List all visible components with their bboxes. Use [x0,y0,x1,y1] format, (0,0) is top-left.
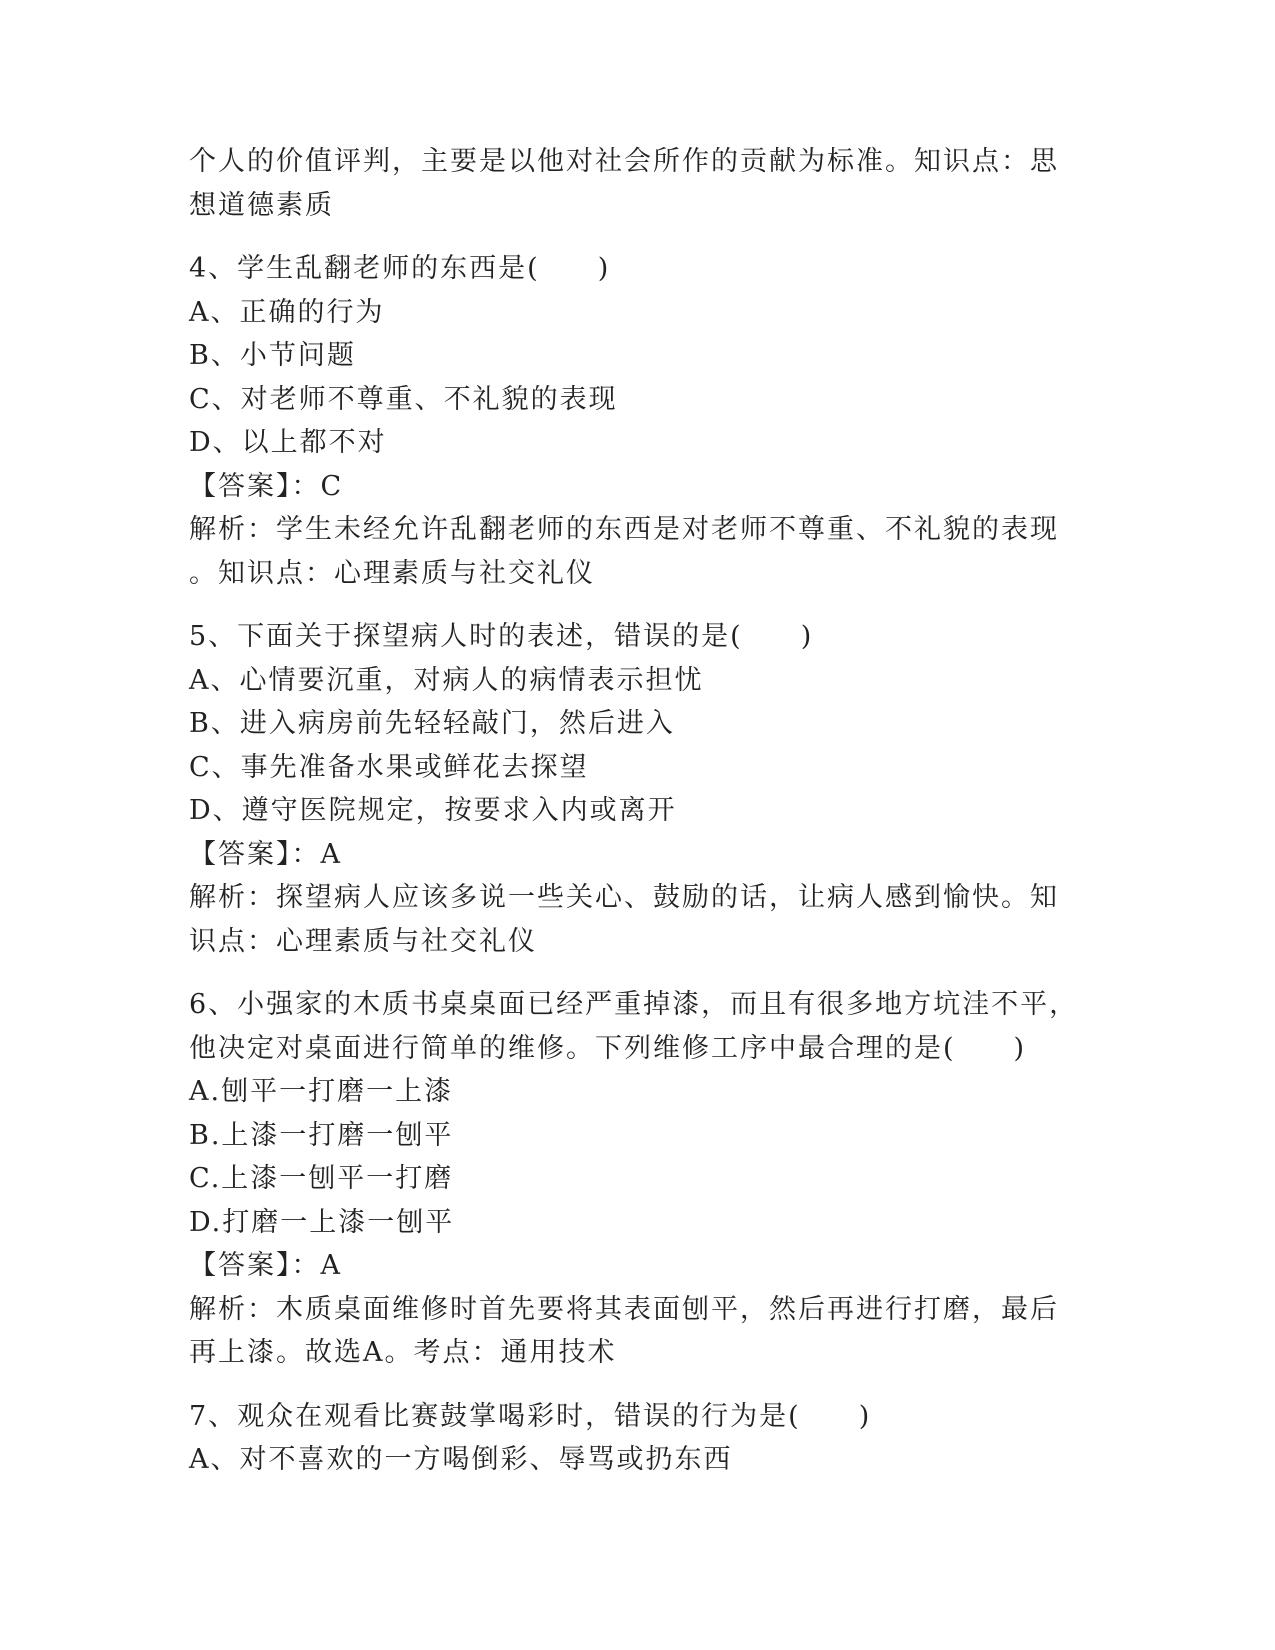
option-b: B.上漆一打磨一刨平 [189,1119,454,1151]
question-6 [189,983,1079,1375]
question-stem: 6、小强家的木质书桌桌面已经严重掉漆，而且有很多地方坑洼不平， [189,989,1079,1020]
question-stem: 5、下面关于探望病人时的表述，错误的是( ) [189,621,814,652]
option-b: B、小节问题 [189,340,356,371]
option-a: A.刨平一打磨一上漆 [189,1076,454,1107]
option-a: A、心情要沉重，对病人的病情表示担忧 [189,664,704,696]
option-c: C.上漆一刨平一打磨 [189,1163,454,1194]
intro-analysis [189,140,1069,227]
option-d: D.打磨一上漆一刨平 [189,1206,455,1238]
intro-line: 想道德素质 [189,189,334,221]
answer: 【答案】：C [189,470,344,502]
option-c: C、对老师不尊重、不礼貌的表现 [189,383,618,415]
question-stem: 4、学生乱翻老师的东西是( ) [189,253,611,284]
option-b: B、进入病房前先轻轻敲门，然后进入 [189,708,675,739]
question-stem: 他决定对桌面进行简单的维修。下列维修工序中最合理的是( ) [189,1032,1027,1064]
analysis-line: 解析：学生未经允许乱翻老师的东西是对老师不尊重、不礼貌的表现 [189,514,1059,545]
analysis-line: 解析：探望病人应该多说一些关心、鼓励的话，让病人感到愉快。知 [189,882,1059,913]
analysis-line: 。知识点：心理素质与社交礼仪 [189,557,595,589]
analysis-line: 识点：心理素质与社交礼仪 [189,925,537,957]
option-a: A、正确的行为 [189,296,385,328]
answer: 【答案】：A [189,838,342,870]
question-7 [189,1395,1069,1482]
option-c: C、事先准备水果或鲜花去探望 [189,751,589,783]
answer: 【答案】：A [189,1250,342,1281]
analysis-line: 再上漆。故选A。考点：通用技术 [189,1337,617,1368]
question-4 [189,247,1069,595]
analysis-line: 解析：木质桌面维修时首先要将其表面刨平，然后再进行打磨，最后 [189,1293,1059,1325]
option-d: D、以上都不对 [189,427,387,458]
option-d: D、遵守医院规定，按要求入内或离开 [189,795,677,826]
question-5 [189,615,1069,963]
question-stem: 7、观众在观看比赛鼓掌喝彩时，错误的行为是( ) [189,1400,872,1432]
option-a: A、对不喜欢的一方喝倒彩、辱骂或扔东西 [189,1444,733,1475]
document-body [189,140,1079,1482]
intro-line: 个人的价值评判，主要是以他对社会所作的贡献为标准。知识点：思 [189,146,1059,177]
